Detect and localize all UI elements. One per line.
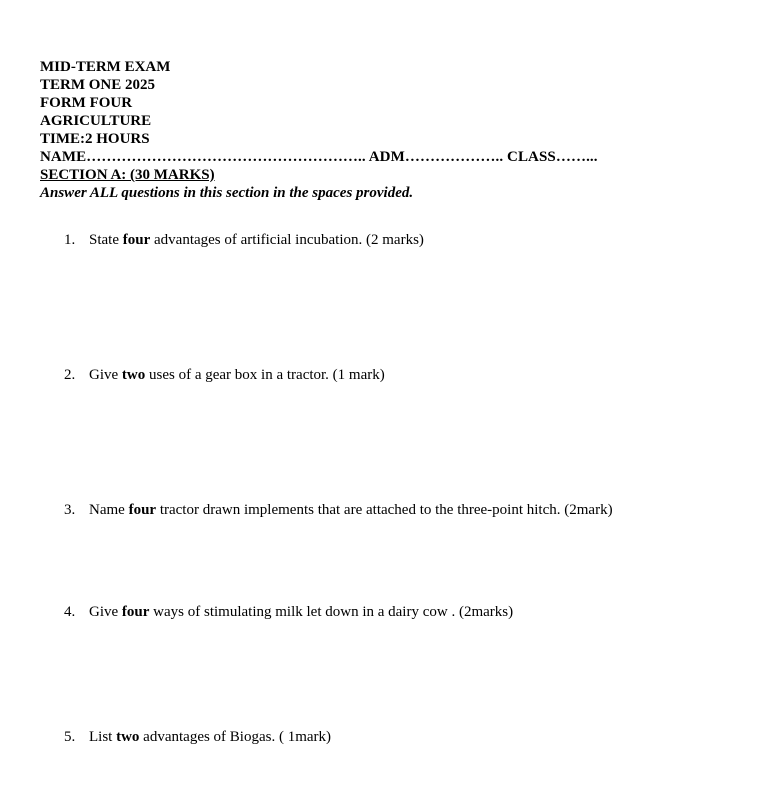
exam-header-line: TIME:2 HOURS	[40, 131, 150, 147]
exam-header-line: FORM FOUR	[40, 95, 133, 111]
question-item	[64, 231, 724, 249]
question-item	[64, 366, 724, 384]
exam-header-line: MID-TERM EXAM	[40, 59, 171, 75]
question-number: 3.	[64, 502, 76, 518]
question-number: 1.	[64, 232, 76, 248]
question-item	[64, 501, 724, 519]
question-text: State four advantages of artificial incubation. (2 marks)	[89, 232, 424, 248]
section-heading: SECTION A: (30 MARKS)	[40, 167, 215, 183]
question-item	[64, 728, 724, 746]
question-text: Give four ways of stimulating milk let down in a dairy cow . (2marks)	[89, 604, 514, 620]
question-number: 4.	[64, 604, 76, 620]
question-number: 2.	[64, 367, 76, 383]
question-number: 5.	[64, 729, 76, 745]
name-adm-class-line: NAME……………………………………………….. ADM……………….. CLASS……...	[40, 149, 598, 165]
question-text: Give two uses of a gear box in a tractor. (1 mark)	[89, 367, 385, 383]
exam-header-line: AGRICULTURE	[40, 113, 152, 129]
question-text: Name four tractor drawn implements that are attached to the three-point hitch. (2mark)	[89, 502, 613, 518]
exam-header-line: TERM ONE 2025	[40, 77, 156, 93]
instruction-line: Answer ALL questions in this section in the spaces provided.	[40, 185, 414, 201]
question-item	[64, 603, 724, 621]
question-text: List two advantages of Biogas. ( 1mark)	[89, 729, 332, 745]
